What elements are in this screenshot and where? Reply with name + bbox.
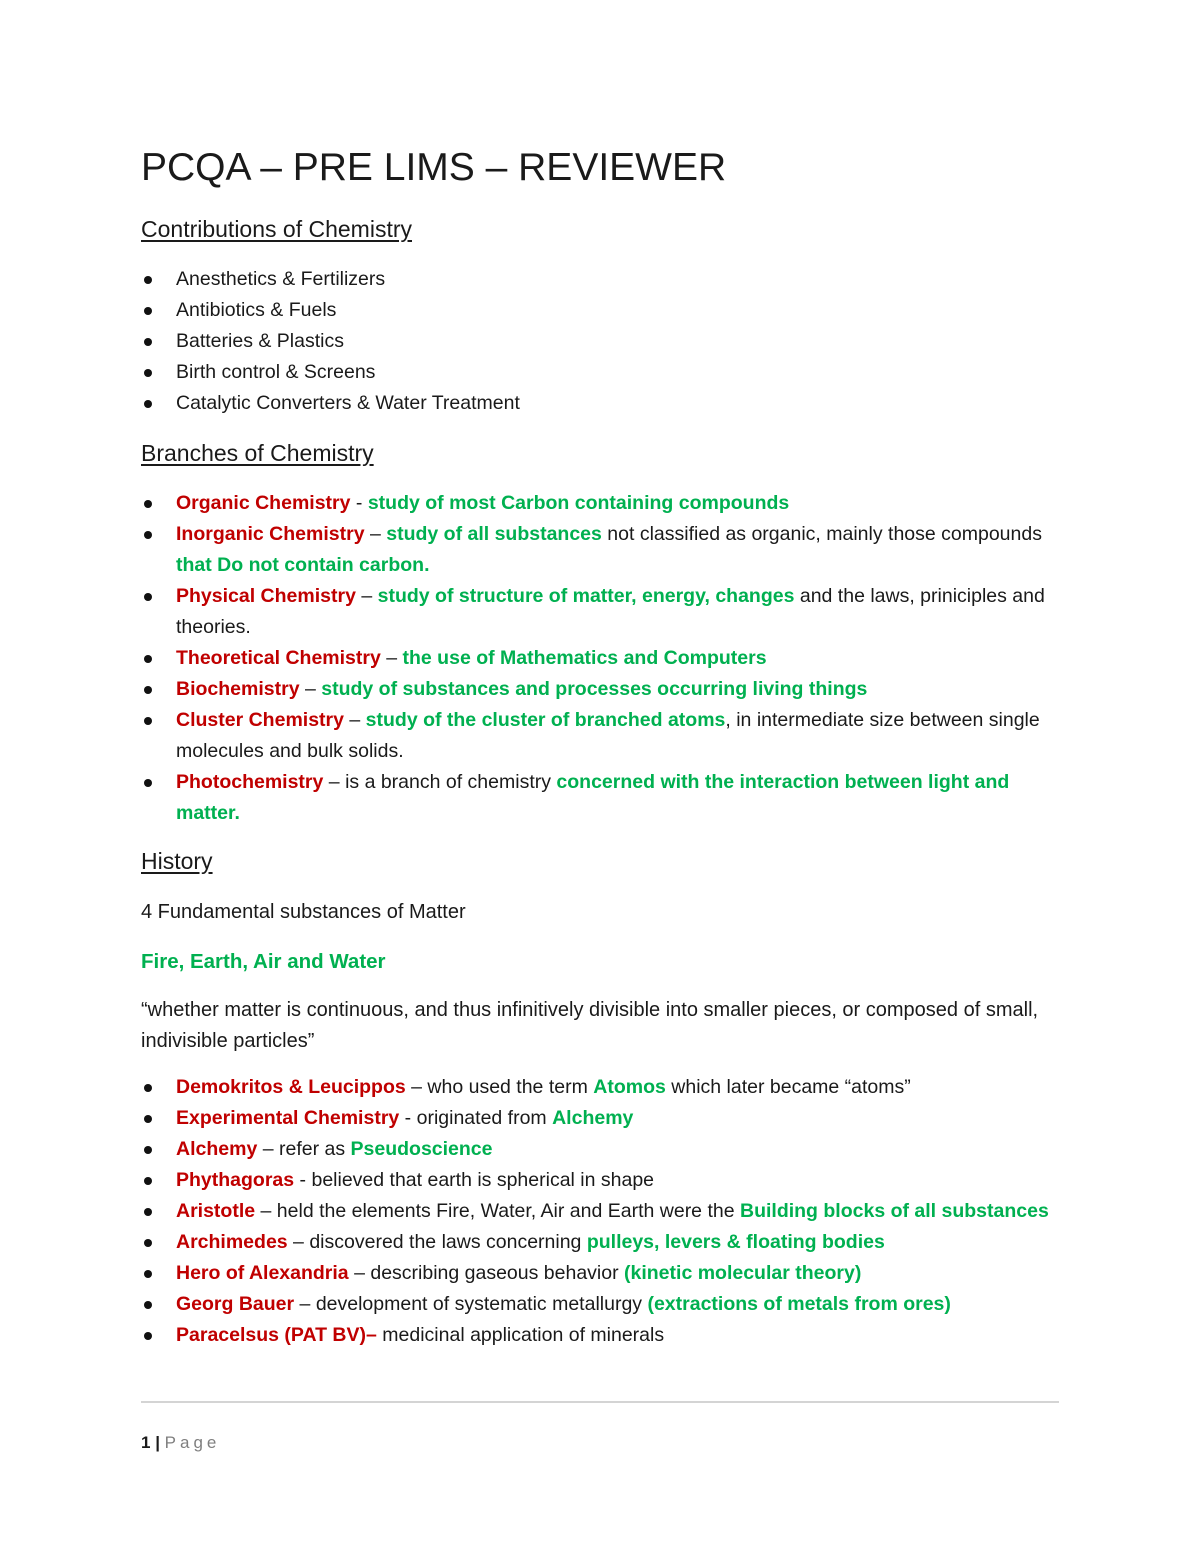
list-item bbox=[141, 581, 1053, 643]
list-item bbox=[141, 767, 1053, 829]
history-text: medicinal application of minerals bbox=[382, 1324, 665, 1346]
bullet-icon bbox=[144, 531, 152, 539]
branch-definition: study of all substances bbox=[386, 523, 602, 545]
branch-text: is a branch of chemistry bbox=[345, 771, 557, 793]
separator: – bbox=[355, 585, 378, 607]
fundamental-elements: Fire, Earth, Air and Water bbox=[141, 950, 386, 973]
list-item bbox=[141, 1165, 1053, 1196]
bullet-icon bbox=[144, 1084, 152, 1092]
history-term: Aristotle bbox=[176, 1200, 256, 1222]
list-item bbox=[141, 326, 1053, 357]
branch-term: Organic Chemistry bbox=[176, 492, 351, 514]
history-text: held the elements Fire, Water, Air and Earth were the bbox=[276, 1200, 740, 1222]
list-item bbox=[141, 643, 1053, 674]
list-item bbox=[141, 519, 1053, 581]
list-item bbox=[141, 357, 1053, 388]
list-item bbox=[141, 388, 1053, 419]
history-list bbox=[141, 1072, 1053, 1351]
history-term: Paracelsus (PAT BV)– bbox=[176, 1324, 377, 1346]
history-highlight: Building blocks of all substances bbox=[739, 1200, 1049, 1222]
bullet-icon bbox=[144, 1270, 152, 1278]
bullet-icon bbox=[144, 655, 152, 663]
bullet-icon bbox=[144, 500, 152, 508]
branch-term: Theoretical Chemistry bbox=[176, 647, 381, 669]
bullet-icon bbox=[144, 276, 152, 284]
branch-definition: study of substances and processes occurring living things bbox=[321, 678, 868, 700]
branch-text: not classified as organic, mainly those compounds bbox=[601, 523, 1042, 545]
list-item bbox=[141, 1196, 1053, 1227]
list-item bbox=[141, 1134, 1053, 1165]
list-item bbox=[141, 705, 1053, 767]
history-term: Alchemy bbox=[176, 1138, 258, 1160]
bullet-icon bbox=[144, 717, 152, 725]
branch-definition: study of the cluster of branched atoms bbox=[365, 709, 726, 731]
separator: – bbox=[343, 709, 366, 731]
bullet-icon bbox=[144, 779, 152, 787]
separator: – bbox=[299, 678, 322, 700]
history-text: who used the term bbox=[427, 1076, 594, 1098]
branch-definition: the use of Mathematics and Computers bbox=[402, 647, 767, 669]
history-term: Demokritos & Leucippos bbox=[176, 1076, 406, 1098]
separator: – bbox=[255, 1200, 277, 1222]
list-item bbox=[141, 264, 1053, 295]
footer-divider bbox=[141, 1401, 1059, 1403]
contributions-heading: Contributions of Chemistry bbox=[141, 216, 412, 242]
separator: - bbox=[399, 1107, 417, 1129]
list-item-text: Anesthetics & Fertilizers bbox=[176, 268, 386, 290]
branch-term: Inorganic Chemistry bbox=[176, 523, 365, 545]
contributions-list bbox=[141, 264, 1053, 419]
page-number: 1 bbox=[141, 1433, 151, 1452]
history-term: Archimedes bbox=[176, 1231, 288, 1253]
separator: – bbox=[348, 1262, 371, 1284]
separator: – bbox=[364, 523, 387, 545]
history-highlight: Pseudoscience bbox=[350, 1138, 493, 1160]
bullet-icon bbox=[144, 1115, 152, 1123]
bullet-icon bbox=[144, 1332, 152, 1340]
history-highlight: Alchemy bbox=[552, 1107, 634, 1129]
branch-definition: study of structure of matter, energy, changes bbox=[377, 585, 795, 607]
separator: – bbox=[323, 771, 346, 793]
page-footer bbox=[141, 1433, 220, 1453]
history-text: originated from bbox=[416, 1107, 553, 1129]
history-term: Experimental Chemistry bbox=[176, 1107, 400, 1129]
history-text-2: which later became “atoms” bbox=[665, 1076, 911, 1098]
list-item-text: Catalytic Converters & Water Treatment bbox=[176, 392, 520, 414]
page-title: PCQA – PRE LIMS – REVIEWER bbox=[141, 146, 727, 189]
fundamental-label: 4 Fundamental substances of Matter bbox=[141, 901, 466, 923]
list-item bbox=[141, 1227, 1053, 1258]
list-item bbox=[141, 1320, 1053, 1351]
list-item bbox=[141, 1103, 1053, 1134]
history-text: believed that earth is spherical in shape bbox=[311, 1169, 655, 1191]
history-highlight: Atomos bbox=[593, 1076, 666, 1098]
list-item-text: Antibiotics & Fuels bbox=[176, 299, 337, 321]
branch-text: , in intermediate size between single molecules and bulk solids. bbox=[176, 709, 1040, 762]
history-term: Georg Bauer bbox=[176, 1293, 295, 1315]
list-item bbox=[141, 1258, 1053, 1289]
history-highlight: (kinetic molecular theory) bbox=[624, 1262, 862, 1284]
branch-definition: concerned with the interaction between light and matter. bbox=[176, 771, 1010, 824]
bullet-icon bbox=[144, 1239, 152, 1247]
bullet-icon bbox=[144, 1146, 152, 1154]
branch-term: Cluster Chemistry bbox=[176, 709, 344, 731]
history-text: discovered the laws concerning bbox=[309, 1231, 587, 1253]
bullet-icon bbox=[144, 1301, 152, 1309]
history-highlight: pulleys, levers & floating bodies bbox=[586, 1231, 885, 1253]
list-item bbox=[141, 1289, 1053, 1320]
list-item-text: Batteries & Plastics bbox=[176, 330, 344, 352]
list-item bbox=[141, 295, 1053, 326]
matter-quote: “whether matter is continuous, and thus infinitively divisible into smaller pieces, or composed of small, indivisible particles” bbox=[141, 999, 1039, 1052]
history-heading: History bbox=[141, 848, 213, 874]
branch-definition-2: that Do not contain carbon. bbox=[176, 554, 430, 576]
list-item bbox=[141, 488, 1053, 519]
history-text: refer as bbox=[278, 1138, 351, 1160]
separator: – bbox=[380, 647, 403, 669]
branches-list bbox=[141, 488, 1053, 829]
list-item-text: Birth control & Screens bbox=[176, 361, 376, 383]
bullet-icon bbox=[144, 1177, 152, 1185]
branches-heading: Branches of Chemistry bbox=[141, 440, 374, 466]
branch-text: and the laws, priniciples and theories. bbox=[176, 585, 1045, 638]
separator: – bbox=[287, 1231, 310, 1253]
footer-separator: | bbox=[150, 1433, 165, 1452]
bullet-icon bbox=[144, 593, 152, 601]
branch-term: Physical Chemistry bbox=[176, 585, 356, 607]
history-term: Hero of Alexandria bbox=[176, 1262, 349, 1284]
bullet-icon bbox=[144, 400, 152, 408]
branch-term: Biochemistry bbox=[176, 678, 300, 700]
history-term: Phythagoras bbox=[176, 1169, 295, 1191]
history-text: development of systematic metallurgy bbox=[315, 1293, 648, 1315]
separator: - bbox=[294, 1169, 312, 1191]
list-item bbox=[141, 1072, 1053, 1103]
bullet-icon bbox=[144, 307, 152, 315]
bullet-icon bbox=[144, 1208, 152, 1216]
history-highlight: (extractions of metals from ores) bbox=[647, 1293, 951, 1315]
bullet-icon bbox=[144, 686, 152, 694]
separator: – bbox=[294, 1293, 316, 1315]
separator: - bbox=[350, 492, 368, 514]
branch-term: Photochemistry bbox=[176, 771, 324, 793]
branch-definition: study of most Carbon containing compounds bbox=[367, 492, 790, 514]
page-label: Page bbox=[164, 1433, 221, 1452]
separator: – bbox=[257, 1138, 279, 1160]
list-item bbox=[141, 674, 1053, 705]
history-text: describing gaseous behavior bbox=[370, 1262, 625, 1284]
separator: – bbox=[405, 1076, 428, 1098]
bullet-icon bbox=[144, 338, 152, 346]
bullet-icon bbox=[144, 369, 152, 377]
